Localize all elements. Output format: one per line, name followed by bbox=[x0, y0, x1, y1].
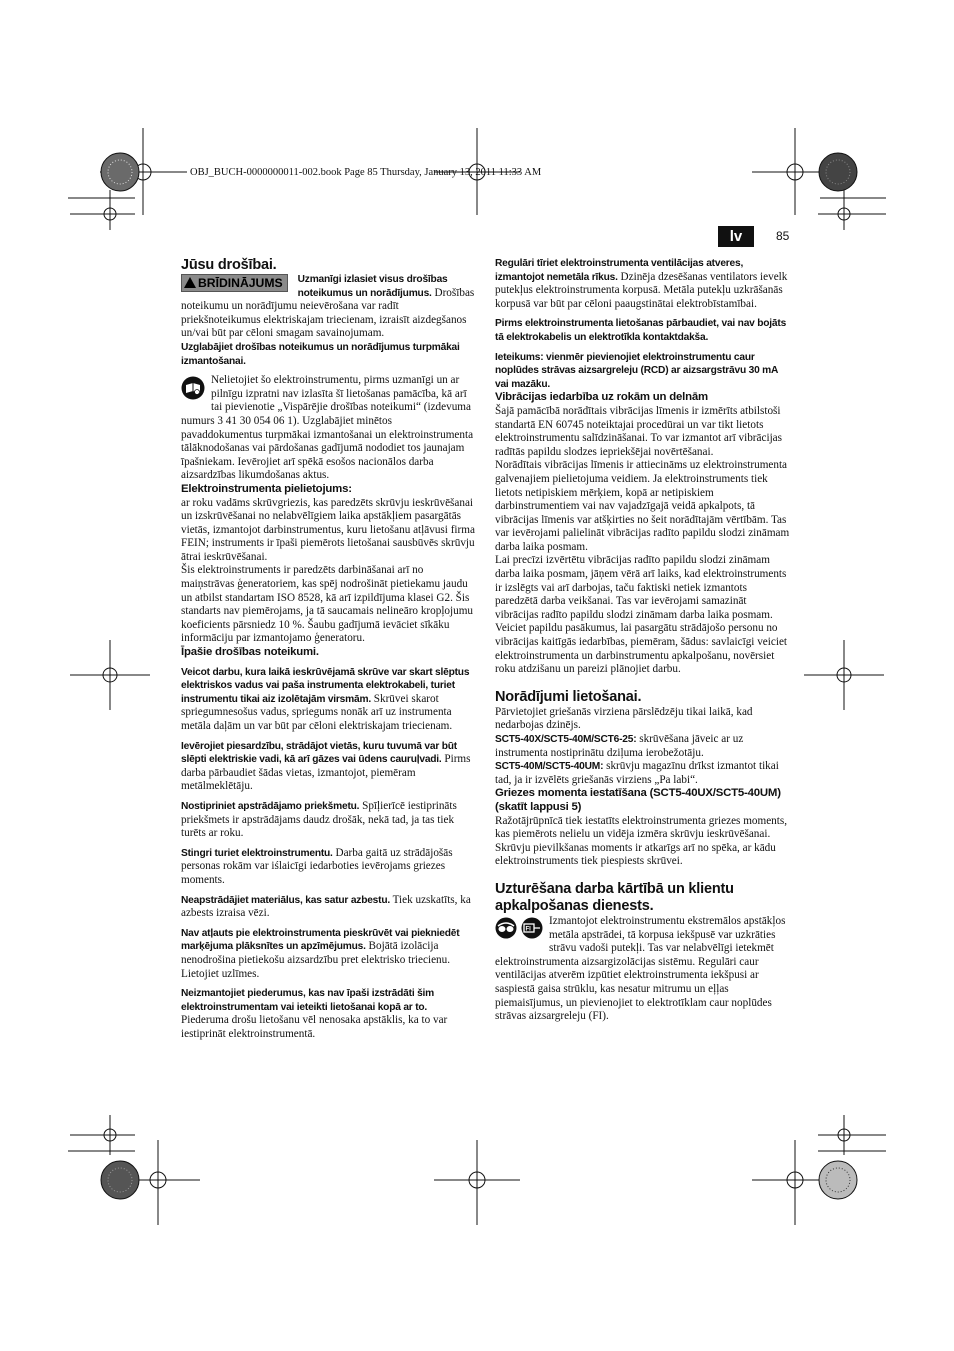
warning-badge: BRĪDINĀJUMS bbox=[181, 274, 288, 292]
svg-text:FI: FI bbox=[525, 926, 531, 933]
safety-item-6: Nav atļauts pie elektroinstrumenta pieskrūvēt vai piekniedēt marķējuma plāksnītes un apzīmējumus. Bojātā izolācija nenodrošina pietiekošu aizsardzību pret elektrisko triecienu. Lietojiet uzlīmes. bbox=[181, 927, 460, 980]
print-slug: OBJ_BUCH-0000000011-002.book Page 85 Thursday, January 13, 2011 11:33 AM bbox=[190, 167, 542, 178]
warning-paragraph: BRĪDINĀJUMS Uzmanīgi izlasiet visus drošības noteikumus un norādījumus. Drošības noteikumu un norādījumu neievērošana var radīt priekšnoteikumus elektriskajam triecienam, izraisīt aizdegšanos un/vai būt par cēloni smagam savainojumam. bbox=[181, 274, 475, 340]
special-safety-heading: Īpašie drošības noteikumi. bbox=[181, 646, 319, 659]
section-title-usage: Norādījumi lietošanai. bbox=[495, 688, 642, 705]
rcd-icon bbox=[522, 917, 543, 938]
usage-magazine: SCT5-40M/SCT5-40UM: skrūvju magazīnu drīkst izmantot tikai tad, ja ir izvēlēts griešanās virziens „Pa labi“. bbox=[495, 760, 779, 786]
vibration-p3: Lai precīzi izvērtētu vibrācijas radīto papildu slodzi zināmam darba laika posmam, jāņem vērā arī laiks, kad elektroinstruments ir izslēgts vai arī darbojas, taču faktiski netiek izmantots paredzētā darba veikšanai. Tas var ievērojami samazināt vibrācijas radīto papildu slodzi zināmam darba laika posmam. bbox=[495, 554, 787, 621]
safety-item-5: Neapstrādājiet materiālus, kas satur azbestu. Tiek uzskatīts, ka azbests izraisa vēzi. bbox=[181, 893, 471, 920]
left-column bbox=[181, 257, 476, 1041]
cable-check-paragraph: Pirms elektroinstrumenta lietošanas pārbaudiet, vai nav bojāts tā elektrokabelis un elektrotīkla kontaktdakša. bbox=[495, 318, 787, 343]
rcd-paragraph: Ieteikums: vienmēr pievienojiet elektroinstrumentu caur noplūdes strāvas aizsargreleju (RCD) ar aizsargstrāvu 30 mA vai mazāku. bbox=[495, 351, 778, 390]
vibration-heading: Vibrācijas iedarbība uz rokām un delnām bbox=[495, 391, 708, 404]
keep-instructions: Uzglabājiet drošības noteikumus un norādījumus turpmākai izmantošanai. bbox=[181, 341, 460, 367]
maintenance-icons bbox=[495, 917, 543, 944]
ventilation-paragraph: Regulāri tīriet elektroinstrumenta ventilācijas atveres, izmantojot nemetāla rīkus. Dzinēja dzesēšanas ventilators ievelk putekļus elektroinstrumenta korpusā. Metāla putekļu uzkrāšanās korpusā var būt par cēloni paaugstinātai elektrobīstamībai. bbox=[495, 258, 788, 310]
usage-p1: ar roku vadāms skrūvgriezis, kas paredzēts skrūvju ieskrūvēšanai un izskrūvēšanai no nelabvēlīgiem laika apstākļiem pasargātās vietās, izmantojot darbinstrumentus, kuru lietošanu atļāvusi firma FEIN; instruments ir īpaši piemērots lietošanai sausbūvēs skrūvju ātrai ieskrūvēšanai. bbox=[181, 496, 475, 563]
torque-heading: Griezes momenta iestatīšana (SCT5-40UX/SCT5-40UM) (skatīt lappusi 5) bbox=[495, 787, 781, 813]
usage-heading: Elektroinstrumenta pielietojums: bbox=[181, 482, 352, 495]
torque-p1: Ražotājrūpnīcā tiek iestatīts elektroinstrumenta griezes moments, kas piemērots nelielu un vidēja izmēra skrūvju ieskrūvēšanai. bbox=[495, 814, 788, 841]
section-title-safety: Jūsu drošībai. bbox=[181, 257, 277, 273]
right-column bbox=[495, 257, 790, 1024]
vibration-p2: Norādītais vibrācijas līmenis ir attiecināms uz elektroinstrumenta galvenajiem pielietojuma veidiem. Ja elektroinstruments tiek lietots netipiskiem mērķiem, kopā ar netipiskiem darbinstrumentiem vai nav vajadzīgajā veidā apkalpots, tā vibrācijas līmenis var atšķirties no šeit norādītajām vērtībām. Tas var ievērojami palielināt vibrācijas radīto papildu slodzi zināmam darba laika posmam. bbox=[495, 459, 790, 553]
warning-triangle-icon bbox=[184, 277, 196, 288]
vibration-p1: Šajā pamācībā norādītais vibrācijas līmenis ir izmērīts atbilstoši standartā EN 60745 noteiktajai procedūrai un var tikt lietots elektroinstrumentu salīdzināšanai. To var izmantot arī vibrācijas radītās papildu slodzes iepriekšējai novērtēšanai. bbox=[495, 404, 782, 458]
safety-item-7: Neizmantojiet piederumus, kas nav īpaši izstrādāti šim elektroinstrumentam vai ieteikti lietošanai kopā ar to. Piederuma drošu lietošanu vēl nenosaka apstāklis, ka to var iestiprināt elektroinstrumentā. bbox=[181, 988, 448, 1040]
usage-p2: Šis elektroinstruments ir paredzēts darbināšanai arī no maiņstrāvas ģeneratoriem, kas spēj nodrošināt pietiekamu jaudu un atbilst standartam ISO 8528, kā arī izpildījuma klasei G2. Šis standarts nav piemērojams, ja tā saucamais nelineāro kropļojumu koeficients pārsniedz 10 %. Šaubu gadījumā ievāciet sīkāku informāciju par izmantojamo ģeneratoru. bbox=[181, 564, 474, 645]
usage-depth-stop: SCT5-40X/SCT5-40M/SCT6-25: skrūvēšana jāveic ar uz instrumenta nostiprinātu dziļuma ierobežotāju. bbox=[495, 733, 744, 759]
language-tab: lv bbox=[718, 226, 754, 247]
usage-direction: Pārvietojiet griešanās virziena pārslēdzēju tikai laikā, kad nedarbojas dzinējs. bbox=[495, 705, 753, 732]
vibration-p4: Veiciet papildu pasākumus, lai pasargātu strādājošo personu no vibrācijas kaitīgās iedarbības, piemēram, šādus: savlaicīgi veiciet elektroinstrumenta un darbinstrumentu apkalpošanu, novērsiet roku atdzišanu un pareizi plānojiet darbu. bbox=[495, 622, 788, 676]
page-number: 85 bbox=[776, 229, 790, 243]
torque-p2: Skrūvju pievilkšanas moments ir atkarīgs arī no spēka, ar kādu elektroinstruments tiek piespiests skrūvei. bbox=[495, 841, 776, 868]
eye-protection-icon bbox=[496, 917, 517, 938]
manual-paragraph: Nelietojiet šo elektroinstrumentu, pirms uzmanīgi un ar pilnīgu izpratni nav izlasīta šī lietošanas pamācība, kā arī tai pievienotie „Vispārējie drošības noteikumi“ (izdevuma numurs 3 41 30 054 06 1). Uzglabājiet minētos pavaddokumentus turpmākai izmantošanai un elektroinstrumenta tālāknodošanas vai pārdošanas gadījumā nododiet tos jaunajam īpašniekam. Ievērojiet arī spēkā esošos nacionālos darba aizsardzības likumdošanas aktus. bbox=[181, 374, 474, 482]
read-manual-icon bbox=[181, 376, 205, 405]
section-title-maintenance: Uzturēšana darba kārtībā un klientu apkalpošanas dienests. bbox=[495, 880, 734, 914]
safety-item-2: Ievērojiet piesardzību, strādājot vietās, kuru tuvumā var būt slēpti elektriskie vadi, kā arī gāzes vai ūdens cauruļvadi. Pirms darba pārbaudiet šādas vietas, izmantojot, piemēram metālmeklētāju. bbox=[181, 740, 471, 793]
maintenance-paragraph: FI Izmantojot elektroinstrumentu ekstremālos apstākļos metāla apstrādei, tā korpusa iekšpusē var uzkrāties strāvu vadoši putekļi. Tas var nelabvēlīgi ietekmēt elektroinstrumenta aizsargizolācijas sistēmu. Regulāri caur ventilācijas atverēm izpūtiet elektroinstrumenta iekšpusi ar saspiestā gaisa strūklu, kas nesatur mitrumu un eļļas piemaisījumus, un pievienojiet to elektrotīklam caur noplūdes strāvas aizsargreleju (FI). bbox=[495, 914, 786, 1023]
safety-item-1: Veicot darbu, kura laikā ieskrūvējamā skrūve var skart slēptus elektriskos vadus vai paša instrumenta elektrokabeli, turiet instrumentu tikai aiz izolētajām virsmām. Skrūvei skarot spriegumnesošus vadus, spriegums nonāk arī uz instrumenta metāla daļām un var būt par cēloni elektriskajam triecienam. bbox=[181, 666, 470, 732]
safety-item-4: Stingri turiet elektroinstrumentu. Darba gaitā uz strādājošās personas rokām var iślaicīgi iedarboties ievērojams griezes moments. bbox=[181, 846, 453, 886]
safety-item-3: Nostipriniet apstrādājamo priekšmetu. Spīļierīcē iestiprināts priekšmets ir apstrādājams daudz drošāk, nekā tad, ja tas tiek turēts ar roku. bbox=[181, 799, 457, 840]
